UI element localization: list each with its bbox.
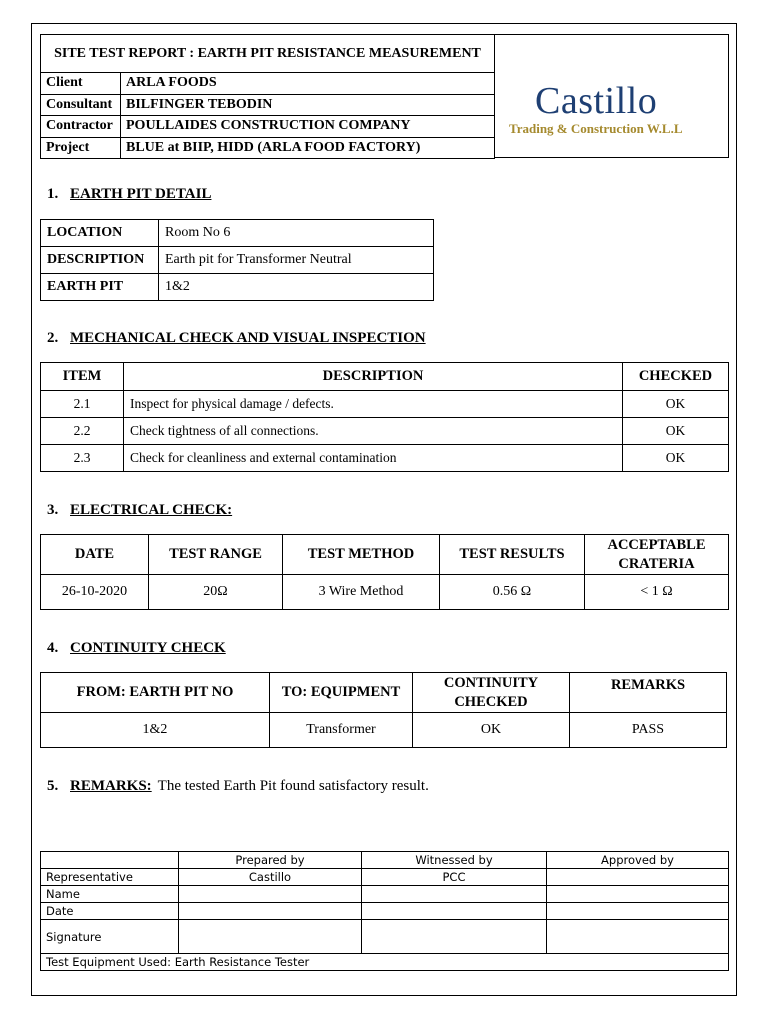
- item-cell: 2.1: [41, 391, 124, 418]
- section-1-heading: [47, 186, 211, 203]
- signoff-table: [40, 851, 729, 971]
- checked-cell: OK: [413, 713, 570, 748]
- location-label: LOCATION: [41, 220, 159, 247]
- test-equipment-note: Test Equipment Used: Earth Resistance Tester: [41, 954, 729, 971]
- table-row: [41, 886, 729, 903]
- column-header: ITEM: [41, 363, 124, 391]
- witnessed-by-cell: [362, 903, 547, 920]
- mechanical-check-table: [40, 362, 729, 472]
- column-header: CONTINUITY CHECKED: [413, 673, 570, 713]
- prepared-by-cell: [179, 886, 362, 903]
- column-header: CHECKED: [623, 363, 729, 391]
- table-row: [41, 391, 729, 418]
- blank-cell: [41, 852, 179, 869]
- checked-cell: OK: [623, 418, 729, 445]
- table-row: [41, 575, 729, 610]
- column-header: FROM: EARTH PIT NO: [41, 673, 270, 713]
- description-cell: Check for cleanliness and external contamination: [124, 445, 623, 472]
- earth-pit-detail-table: [40, 219, 434, 301]
- section-number: 5.: [47, 778, 59, 794]
- prepared-by-cell: Castillo: [179, 869, 362, 886]
- section-number: 3.: [47, 502, 59, 518]
- section-5-heading: [47, 778, 429, 795]
- column-header: Approved by: [547, 852, 729, 869]
- table-row: [41, 713, 727, 748]
- approved-by-cell: [547, 920, 729, 954]
- section-3-heading: [47, 502, 232, 519]
- project-label: Project: [41, 137, 121, 159]
- row-label: Date: [41, 903, 179, 920]
- section-4-heading: [47, 640, 226, 657]
- column-header: TEST RANGE: [149, 535, 283, 575]
- consultant-value: BILFINGER TEBODIN: [121, 94, 495, 116]
- column-header: TO: EQUIPMENT: [270, 673, 413, 713]
- prepared-by-cell: [179, 903, 362, 920]
- section-number: 4.: [47, 640, 59, 656]
- from-cell: 1&2: [41, 713, 270, 748]
- method-cell: 3 Wire Method: [283, 575, 440, 610]
- prepared-by-cell: [179, 920, 362, 954]
- checked-cell: OK: [623, 445, 729, 472]
- logo-name: Castillo: [535, 80, 658, 122]
- company-logo: [495, 34, 729, 158]
- section-title: MECHANICAL CHECK AND VISUAL INSPECTION: [70, 330, 426, 346]
- table-row: [41, 903, 729, 920]
- to-cell: Transformer: [270, 713, 413, 748]
- remarks-cell: PASS: [570, 713, 727, 748]
- approved-by-cell: [547, 903, 729, 920]
- witnessed-by-cell: PCC: [362, 869, 547, 886]
- section-title: REMARKS:: [70, 778, 152, 794]
- report-title: SITE TEST REPORT : EARTH PIT RESISTANCE MEASUREMENT: [41, 35, 495, 73]
- column-header: DESCRIPTION: [124, 363, 623, 391]
- table-row: [41, 869, 729, 886]
- witnessed-by-cell: [362, 886, 547, 903]
- column-header: Witnessed by: [362, 852, 547, 869]
- client-value: ARLA FOODS: [121, 73, 495, 95]
- column-header: ACCEPTABLE CRATERIA: [585, 535, 729, 575]
- description-cell: Inspect for physical damage / defects.: [124, 391, 623, 418]
- earth-pit-label: EARTH PIT: [41, 274, 159, 301]
- column-header: TEST METHOD: [283, 535, 440, 575]
- contractor-label: Contractor: [41, 116, 121, 138]
- table-row: [41, 445, 729, 472]
- section-number: 1.: [47, 186, 59, 202]
- contractor-value: POULLAIDES CONSTRUCTION COMPANY: [121, 116, 495, 138]
- row-label: Name: [41, 886, 179, 903]
- row-label: Signature: [41, 920, 179, 954]
- approved-by-cell: [547, 869, 729, 886]
- project-value: BLUE at BIIP, HIDD (ARLA FOOD FACTORY): [121, 137, 495, 159]
- client-label: Client: [41, 73, 121, 95]
- location-value: Room No 6: [159, 220, 434, 247]
- item-cell: 2.2: [41, 418, 124, 445]
- result-cell: 0.56 Ω: [440, 575, 585, 610]
- earth-pit-value: 1&2: [159, 274, 434, 301]
- description-cell: Check tightness of all connections.: [124, 418, 623, 445]
- section-title: ELECTRICAL CHECK:: [70, 502, 233, 518]
- electrical-check-table: [40, 534, 729, 610]
- report-header-table: [40, 34, 495, 159]
- table-row: [41, 920, 729, 954]
- section-number: 2.: [47, 330, 59, 346]
- remarks-text: The tested Earth Pit found satisfactory result.: [157, 778, 429, 794]
- column-header: DATE: [41, 535, 149, 575]
- item-cell: 2.3: [41, 445, 124, 472]
- table-row: [41, 418, 729, 445]
- section-2-heading: [47, 330, 426, 347]
- section-title: CONTINUITY CHECK: [70, 640, 226, 656]
- continuity-check-table: [40, 672, 727, 748]
- approved-by-cell: [547, 886, 729, 903]
- description-label: DESCRIPTION: [41, 247, 159, 274]
- column-header: REMARKS: [570, 673, 727, 713]
- criteria-cell: < 1 Ω: [585, 575, 729, 610]
- column-header: Prepared by: [179, 852, 362, 869]
- column-header: TEST RESULTS: [440, 535, 585, 575]
- consultant-label: Consultant: [41, 94, 121, 116]
- row-label: Representative: [41, 869, 179, 886]
- date-cell: 26-10-2020: [41, 575, 149, 610]
- witnessed-by-cell: [362, 920, 547, 954]
- checked-cell: OK: [623, 391, 729, 418]
- description-value: Earth pit for Transformer Neutral: [159, 247, 434, 274]
- section-title: EARTH PIT DETAIL: [70, 186, 212, 202]
- logo-tagline: Trading & Construction W.L.L: [509, 121, 683, 136]
- range-cell: 20Ω: [149, 575, 283, 610]
